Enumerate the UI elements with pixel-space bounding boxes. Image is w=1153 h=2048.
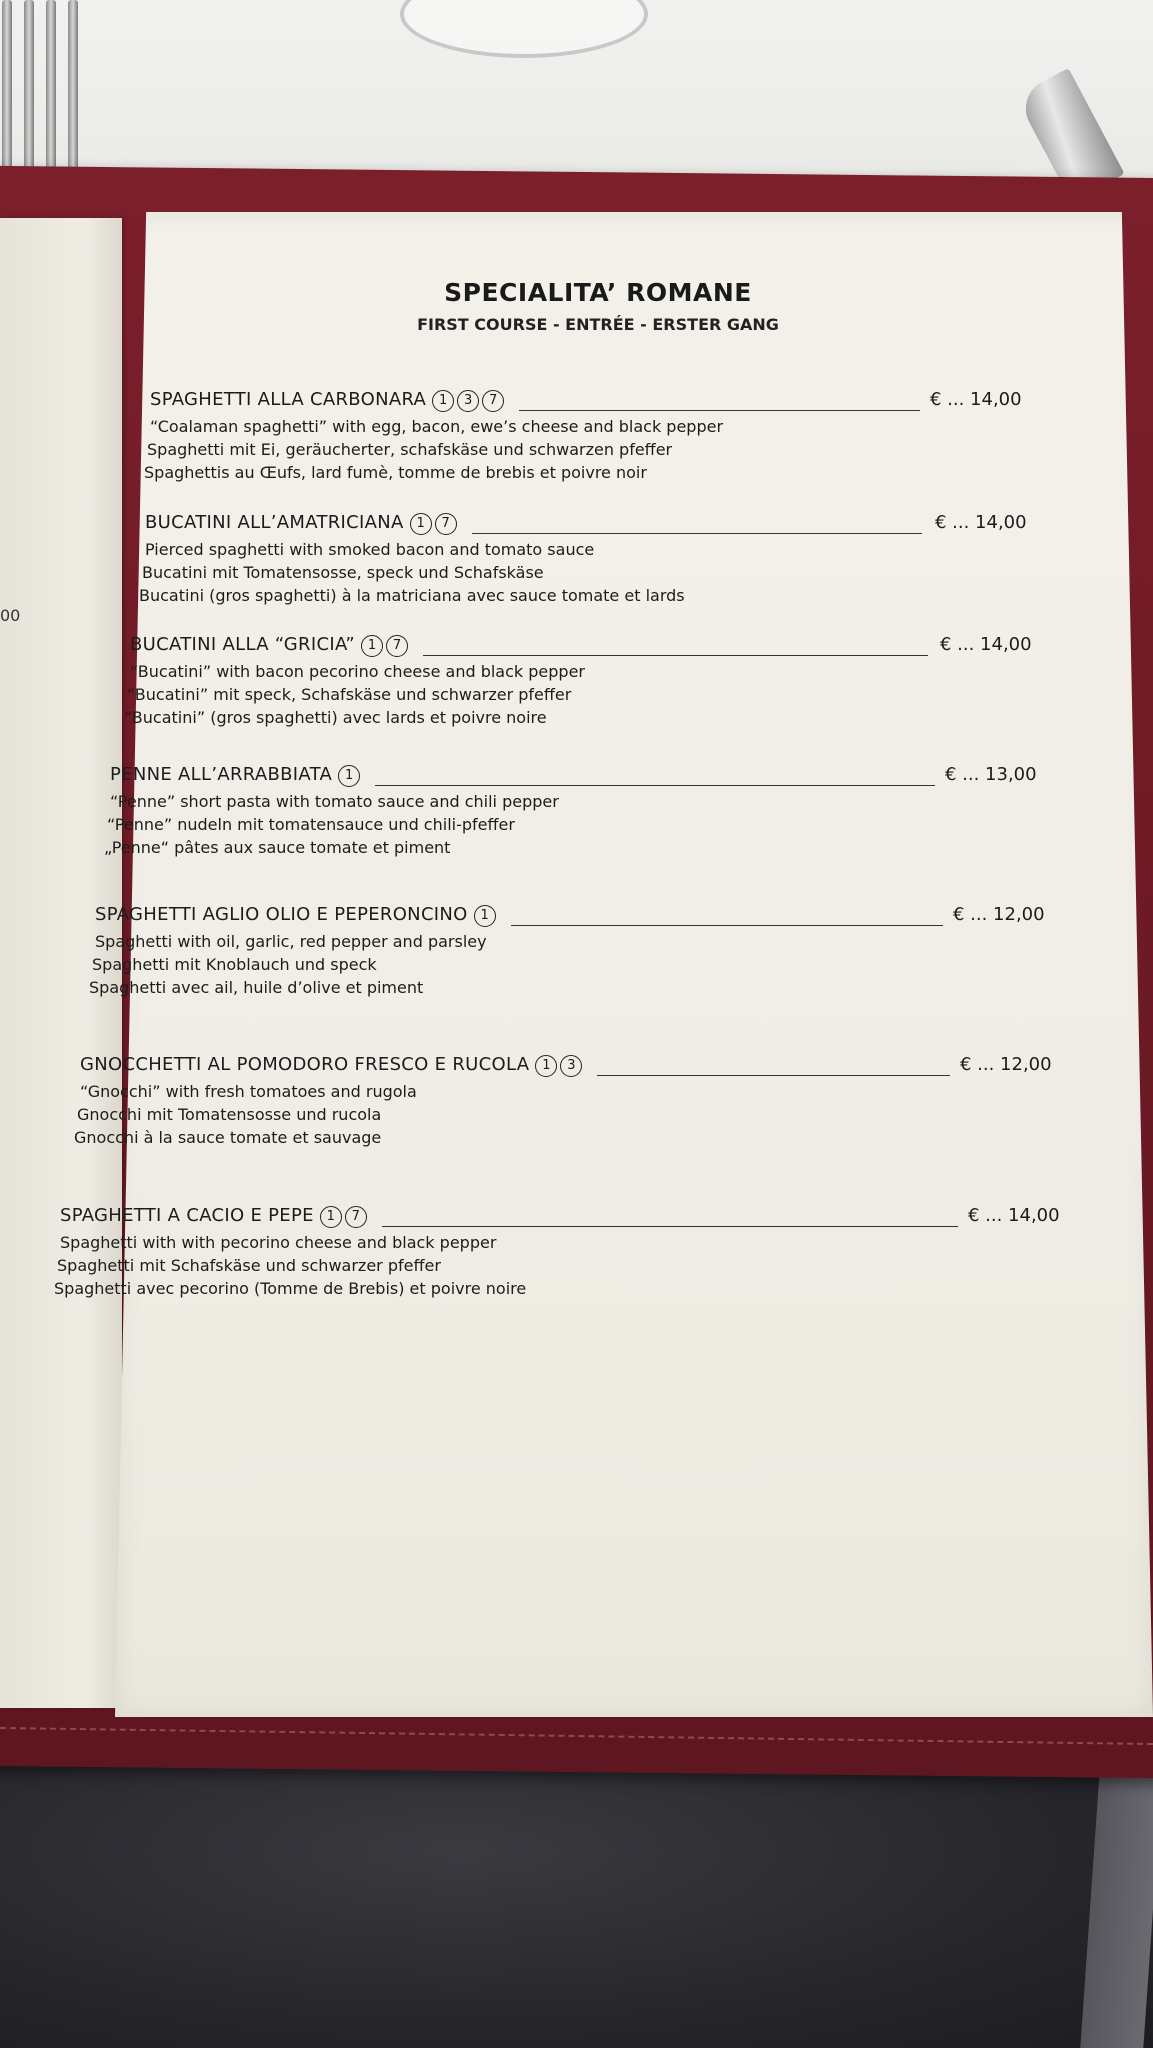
menu-item-header <box>60 1205 1108 1231</box>
menu-item-header <box>150 389 1070 415</box>
dish-description: “Penne” nudeln mit tomatensauce und chili-pfeffer <box>107 815 515 834</box>
menu-item-header <box>110 764 1085 790</box>
allergen-list <box>338 765 363 787</box>
allergen-badge: 7 <box>345 1206 367 1228</box>
dish-name: PENNE ALL’ARRABBIATA <box>110 764 333 785</box>
dish-description: “Bucatini” (gros spaghetti) avec lards et poivre noire <box>124 708 547 727</box>
dish-description: „Penne“ pâtes aux sauce tomate et piment <box>104 838 451 857</box>
menu-item-header <box>95 904 1093 930</box>
dish-name: BUCATINI ALLA “GRICIA” <box>130 634 355 655</box>
allergen-badge: 3 <box>457 390 479 412</box>
dish-name: GNOCCHETTI AL POMODORO FRESCO E RUCOLA <box>80 1054 530 1075</box>
price-leader-line <box>472 533 922 534</box>
allergen-badge: 1 <box>320 1206 342 1228</box>
allergen-badge: 1 <box>474 905 496 927</box>
allergen-badge: 7 <box>435 513 457 535</box>
price-leader-line <box>511 925 943 926</box>
dish-name: SPAGHETTI AGLIO OLIO E PEPERONCINO <box>95 904 468 925</box>
menu-item <box>89 904 1093 999</box>
menu-item <box>124 634 1080 729</box>
menu-item <box>54 1205 1108 1300</box>
menu-title: SPECIALITA’ ROMANE <box>444 278 752 307</box>
dish-price: € ... 14,00 <box>968 1205 1060 1226</box>
allergen-list <box>474 905 499 927</box>
dish-description: Spaghetti mit Knoblauch und speck <box>92 955 377 974</box>
dish-description: Bucatini (gros spaghetti) à la matriciana avec sauce tomate et lards <box>139 586 685 605</box>
menu-item <box>144 389 1070 484</box>
dish-description: Pierced spaghetti with smoked bacon and tomato sauce <box>145 540 595 559</box>
allergen-badge: 1 <box>432 390 454 412</box>
allergen-list <box>320 1206 370 1228</box>
dish-description: Spaghettis au Œufs, lard fumè, tomme de brebis et poivre noir <box>144 463 647 482</box>
allergen-badge: 1 <box>361 635 383 657</box>
dish-description: “Coalaman spaghetti” with egg, bacon, ewe’s cheese and black pepper <box>150 417 724 436</box>
allergen-list <box>410 513 460 535</box>
allergen-badge: 1 <box>410 513 432 535</box>
dish-description: Spaghetti avec pecorino (Tomme de Brebis) et poivre noire <box>54 1279 527 1298</box>
dish-description: “Gnocchi” with fresh tomatoes and rugola <box>80 1082 417 1101</box>
allergen-list <box>361 635 411 657</box>
price-leader-line <box>597 1075 950 1076</box>
price-leader-line <box>375 785 935 786</box>
price-leader-line <box>423 655 928 656</box>
price-leader-line <box>382 1226 958 1227</box>
dish-price: € ... 12,00 <box>960 1054 1052 1075</box>
menu-item-header <box>130 634 1080 660</box>
dish-description: Gnocchi mit Tomatensosse und rucola <box>77 1105 382 1124</box>
dish-description: Bucatini mit Tomatensosse, speck und Schafskäse <box>142 563 544 582</box>
price-leader-line <box>519 410 920 411</box>
allergen-list <box>535 1055 585 1077</box>
dish-description: Spaghetti with with pecorino cheese and black pepper <box>60 1233 497 1252</box>
allergen-badge: 7 <box>386 635 408 657</box>
dish-price: € ... 14,00 <box>940 634 1032 655</box>
fork <box>0 0 110 190</box>
dish-description: Spaghetti avec ail, huile d’olive et piment <box>89 978 424 997</box>
dish-name: SPAGHETTI A CACIO E PEPE <box>60 1205 314 1226</box>
dish-name: BUCATINI ALL’AMATRICIANA <box>145 512 404 533</box>
menu-item-header <box>145 512 1075 538</box>
allergen-badge: 7 <box>482 390 504 412</box>
dish-description: “Bucatini” mit speck, Schafskäse und schwarzer pfeffer <box>127 685 572 704</box>
dish-description: Gnocchi à la sauce tomate et sauvage <box>74 1128 382 1147</box>
allergen-badge: 3 <box>560 1055 582 1077</box>
dish-price: € ... 13,00 <box>945 764 1037 785</box>
left-page-fragment: 00 <box>0 606 21 625</box>
dish-description: “Bucatini” with bacon pecorino cheese and black pepper <box>130 662 585 681</box>
dish-description: Spaghetti mit Ei, geräucherter, schafskäse und schwarzen pfeffer <box>147 440 673 459</box>
dish-price: € ... 12,00 <box>953 904 1045 925</box>
dish-price: € ... 14,00 <box>930 389 1022 410</box>
menu-item <box>104 764 1085 859</box>
allergen-badge: 1 <box>338 765 360 787</box>
allergen-list <box>432 390 507 412</box>
menu-item-header <box>80 1054 1100 1080</box>
dish-description: Spaghetti mit Schafskäse und schwarzer pfeffer <box>57 1256 441 1275</box>
dish-description: “Penne” short pasta with tomato sauce and chili pepper <box>110 792 559 811</box>
dish-description: Spaghetti with oil, garlic, red pepper and parsley <box>95 932 487 951</box>
menu-subtitle: FIRST COURSE - ENTRÉE - ERSTER GANG <box>417 315 779 334</box>
dish-price: € ... 14,00 <box>935 512 1027 533</box>
allergen-badge: 1 <box>535 1055 557 1077</box>
menu-item <box>139 512 1075 607</box>
menu-item <box>74 1054 1100 1149</box>
dish-name: SPAGHETTI ALLA CARBONARA <box>150 389 427 410</box>
